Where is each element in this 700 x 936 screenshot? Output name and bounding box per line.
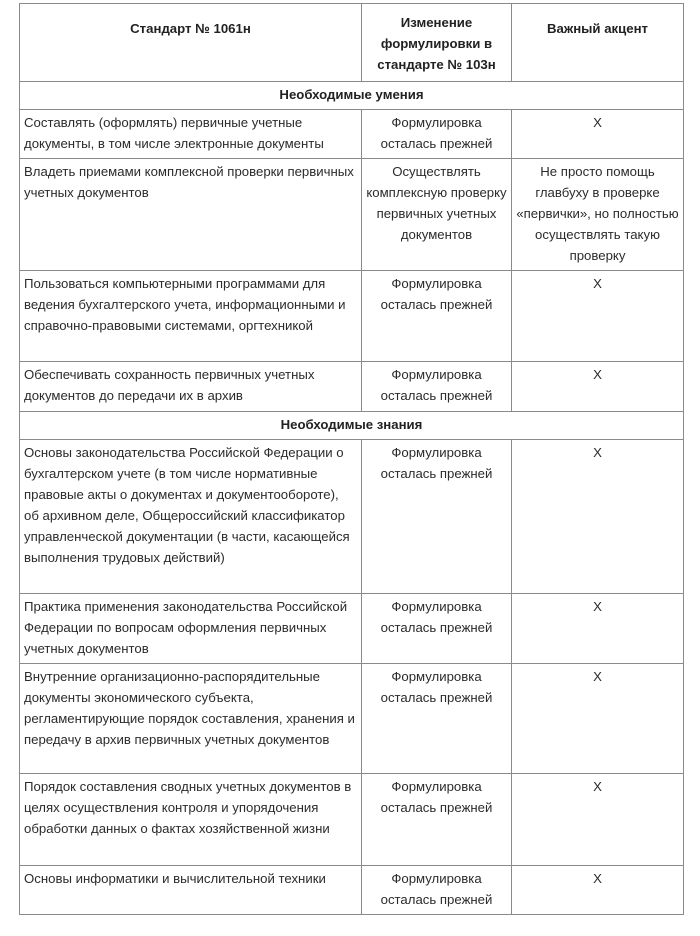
table-row [20,594,684,664]
cell-accent: Х [512,664,684,774]
cell-change: Формулировка осталась прежней [362,866,512,915]
standards-comparison-table [19,3,684,915]
cell-accent: Не просто помощь главбуху в проверке «первички», но полностью осуществлять такую проверку [512,159,684,271]
cell-standard: Обеспечивать сохранность первичных учетных документов до передачи их в архив [20,362,362,412]
cell-accent: Х [512,594,684,664]
cell-change: Формулировка осталась прежней [362,110,512,159]
table-row [20,159,684,271]
table-row [20,440,684,594]
cell-change: Формулировка осталась прежней [362,774,512,866]
cell-standard: Внутренние организационно-распорядительные документы экономического субъекта, регламентирующие порядок составления, хранения и передачу в архив первичных учетных документов [20,664,362,774]
cell-change: Формулировка осталась прежней [362,440,512,594]
header-wording-change: Изменение формулировки в стандарте № 103н [362,4,512,82]
cell-standard: Составлять (оформлять) первичные учетные документы, в том числе электронные документы [20,110,362,159]
cell-standard: Основы законодательства Российской Федерации о бухгалтерском учете (в том числе нормативные правовые акты о документах и документообороте), об архивном деле, Общероссийский классификатор управленческой документации (в части, касающейся выполнения трудовых действий) [20,440,362,594]
cell-accent: Х [512,440,684,594]
cell-standard: Пользоваться компьютерными программами для ведения бухгалтерского учета, информационными и справочно-правовыми системами, оргтехникой [20,271,362,362]
table-row [20,271,684,362]
cell-standard: Основы информатики и вычислительной техники [20,866,362,915]
section-row-skills [20,82,684,110]
cell-accent: Х [512,271,684,362]
cell-change: Формулировка осталась прежней [362,271,512,362]
header-standard-1061n: Стандарт № 1061н [20,4,362,82]
cell-change: Осуществлять комплексную проверку первичных учетных документов [362,159,512,271]
header-key-accent: Важный акцент [512,4,684,82]
cell-standard: Практика применения законодательства Российской Федерации по вопросам оформления первичных учетных документов [20,594,362,664]
cell-standard: Владеть приемами комплексной проверки первичных учетных документов [20,159,362,271]
cell-accent: Х [512,362,684,412]
cell-change: Формулировка осталась прежней [362,362,512,412]
table-row [20,774,684,866]
table-row [20,110,684,159]
table-header-row [20,4,684,82]
cell-standard: Порядок составления сводных учетных документов в целях осуществления контроля и упорядочения обработки данных о фактах хозяйственной жизни [20,774,362,866]
table-row [20,866,684,915]
cell-accent: Х [512,774,684,866]
section-title-skills: Необходимые умения [20,82,684,110]
cell-change: Формулировка осталась прежней [362,664,512,774]
cell-change: Формулировка осталась прежней [362,594,512,664]
table-row [20,664,684,774]
table-row [20,362,684,412]
cell-accent: Х [512,110,684,159]
section-title-knowledge: Необходимые знания [20,412,684,440]
section-row-knowledge [20,412,684,440]
cell-accent: Х [512,866,684,915]
